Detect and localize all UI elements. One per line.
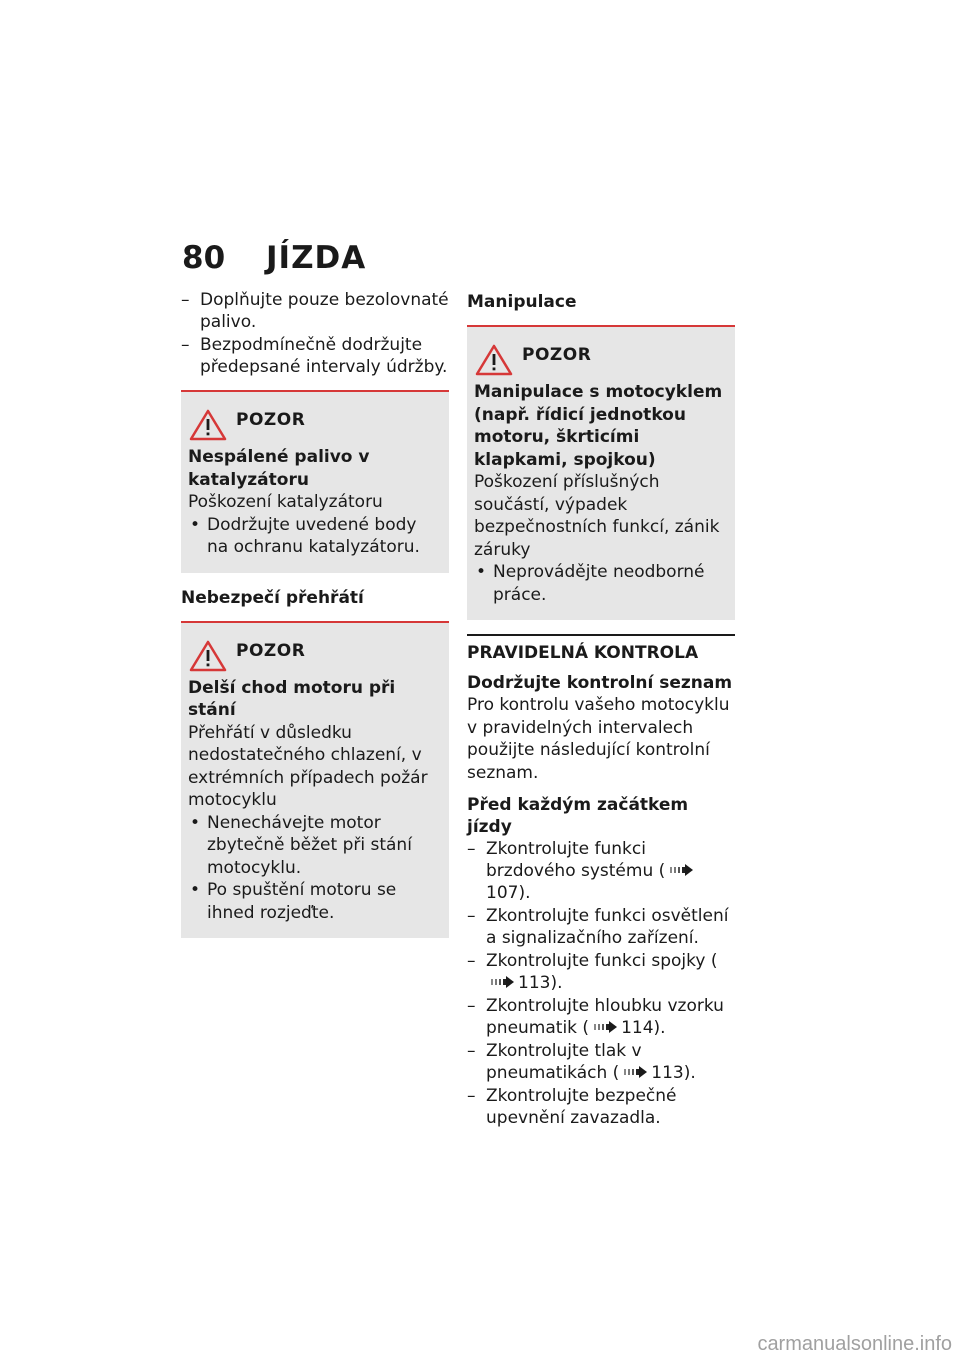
list-item: – Zkontrolujte tlak v pneumatikách ( 113). [467, 1041, 696, 1083]
warning-triangle-icon [188, 639, 228, 673]
page-reference[interactable]: 113). [651, 1063, 696, 1083]
warning-text: Poškození příslušných součástí, výpadek bezpečnostních funkcí, zánik záruky [474, 472, 720, 560]
left-column [181, 289, 449, 952]
warning-label: POZOR [236, 410, 306, 430]
section-heading: Nebezpečí přehřátí [181, 587, 364, 608]
warning-title: Nespálené palivo v katalyzátoru [188, 447, 370, 490]
chapter-title: JÍZDA [266, 240, 367, 276]
arrow-reference-icon [624, 1065, 650, 1079]
subheading: Před každým začátkem jízdy [467, 795, 689, 837]
list-item: – Zkontrolujte funkci brzdového systému (107). [467, 838, 735, 904]
list-item: – Zkontrolujte hloubku vzorku pneumatik ( 114). [467, 996, 724, 1038]
list-item: • Dodržujte uvedené body na ochranu katalyzátoru. [190, 514, 420, 557]
warning-box [181, 390, 449, 573]
list-item: – Doplňujte pouze bezolovnaté palivo. [181, 290, 449, 332]
paragraph: Pro kontrolu vašeho motocyklu v pravidelných intervalech použijte následující kontrolní seznam. [467, 695, 730, 783]
warning-text: Přehřátí v důsledku nedostatečného chlazení, v extrémních případech požár motocyklu [188, 722, 428, 810]
warning-title: Manipulace s motocyklem (např. řídicí jednotkou motoru, škrticími klapkami, spojkou) [474, 382, 723, 470]
section-heading: Manipulace [467, 292, 577, 312]
list-item: – Zkontrolujte funkci osvětlení a signalizačního zařízení. [467, 906, 729, 948]
arrow-reference-icon [594, 1020, 620, 1034]
watermark: carmanualsonline.info [757, 1333, 952, 1355]
list-item: • Nenechávejte motor zbytečně běžet při stání motocyklu. [190, 812, 412, 878]
list-item: – Bezpodmínečně dodržujte předepsané intervaly údržby. [181, 335, 448, 377]
warning-box [467, 325, 735, 620]
warning-title: Delší chod motoru při stání [188, 677, 396, 720]
list-item: – Zkontrolujte funkci spojky (113). [467, 951, 718, 993]
warning-text: Poškození katalyzátoru [188, 492, 383, 512]
page-reference[interactable]: 114). [621, 1018, 666, 1038]
subheading: Dodržujte kontrolní seznam [467, 673, 733, 693]
warning-triangle-icon [474, 343, 514, 377]
warning-label: POZOR [236, 640, 306, 661]
warning-box [181, 621, 449, 939]
page-reference[interactable]: 107). [486, 883, 531, 903]
right-column [467, 289, 735, 1130]
list-item: • Neprovádějte neodborné práce. [476, 562, 705, 605]
page-reference[interactable]: 113). [518, 973, 563, 993]
page-number: 80 [182, 240, 226, 276]
warning-triangle-icon [188, 408, 228, 442]
list-item: – Zkontrolujte bezpečné upevnění zavazadla. [467, 1086, 677, 1128]
arrow-reference-icon [670, 863, 696, 877]
list-item: • Po spuštění motoru se ihned rozjeďte. [190, 880, 397, 923]
arrow-reference-icon [491, 975, 517, 989]
section-title: PRAVIDELNÁ KONTROLA [467, 634, 735, 664]
warning-label: POZOR [522, 345, 592, 365]
